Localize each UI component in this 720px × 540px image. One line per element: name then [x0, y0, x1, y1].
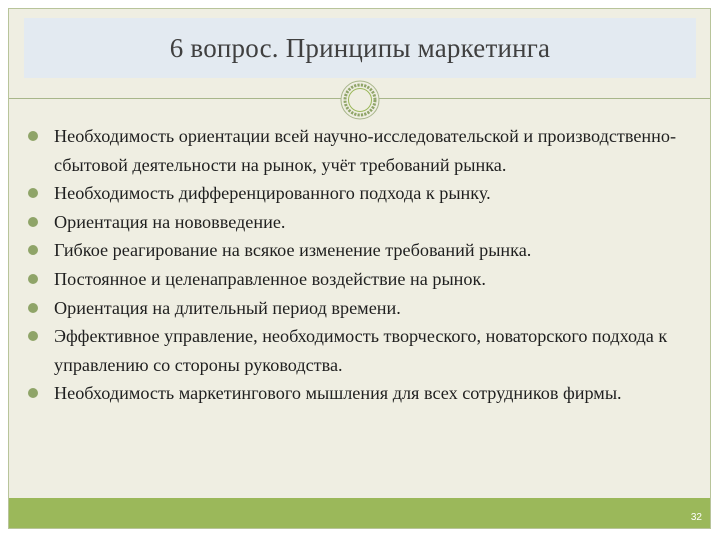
bullet-dot-icon: [28, 274, 38, 284]
bullet-dot-icon: [28, 131, 38, 141]
bullet-item: [24, 265, 684, 294]
page-number: 32: [690, 512, 702, 523]
footer-bar: [9, 498, 710, 528]
bullet-text: Постоянное и целенаправленное воздействие на рынок.: [54, 268, 486, 289]
bullet-item: [24, 322, 684, 379]
bullet-item: [24, 379, 684, 408]
bullet-list: [24, 122, 684, 408]
bullet-dot-icon: [28, 303, 38, 313]
bullet-text: Ориентация на нововведение.: [54, 211, 286, 232]
bullet-text: Эффективное управление, необходимость творческого, новаторского подхода к управлению со стороны руководства.: [54, 326, 668, 375]
bullet-text: Необходимость ориентации всей научно-исследовательской и производственно-сбытовой деятельности на рынок, учёт требований рынка.: [54, 126, 677, 175]
bullet-dot-icon: [28, 188, 38, 198]
bullet-item: [24, 179, 684, 208]
bullet-text: Необходимость маркетингового мышления для всех сотрудников фирмы.: [54, 383, 622, 404]
bullet-item: [24, 294, 684, 323]
bullet-dot-icon: [28, 217, 38, 227]
wreath-circle-icon: [340, 80, 380, 120]
bullet-item: [24, 122, 684, 179]
bullet-dot-icon: [28, 245, 38, 255]
bullet-item: [24, 236, 684, 265]
bullet-text: Ориентация на длительный период времени.: [54, 297, 401, 318]
bullet-text: Необходимость дифференцированного подхода к рынку.: [54, 183, 491, 204]
slide-title: 6 вопрос. Принципы маркетинга: [169, 33, 551, 63]
bullet-text: Гибкое реагирование на всякое изменение требований рынка.: [54, 240, 532, 261]
bullet-item: [24, 208, 684, 237]
bullet-dot-icon: [28, 331, 38, 341]
bullet-dot-icon: [28, 388, 38, 398]
